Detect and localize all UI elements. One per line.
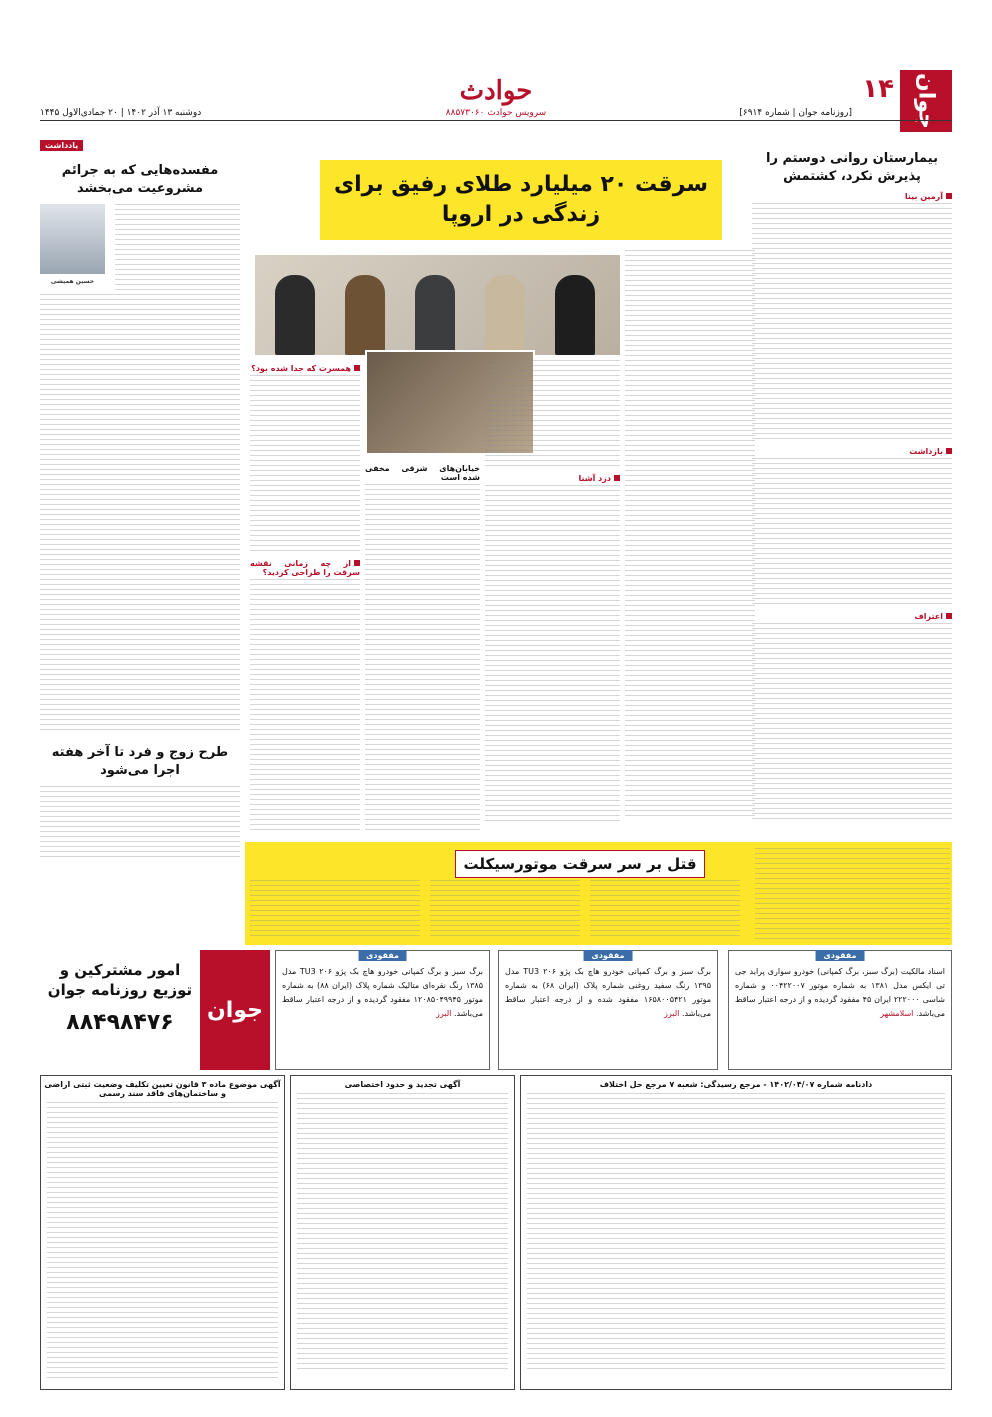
subscribe-logo: جوان (200, 950, 270, 1070)
photo-figure (415, 275, 455, 355)
main-col-1 (250, 360, 360, 830)
left-story (40, 140, 240, 860)
ad-city: البرز (664, 1009, 680, 1018)
legal-title: آگهی موضوع ماده ۳ قانون تعیین تکلیف وضعیت ثبتی اراضی و ساختمان‌های فاقد سند رسمی (44, 1080, 281, 1098)
band-col (430, 880, 580, 940)
band-col (250, 880, 420, 940)
legal-notice-3 (40, 1075, 285, 1390)
author-name: حسین همیشی (50, 278, 95, 285)
body-text (250, 375, 360, 555)
legal-title: دادنامه شماره ۱۴۰۲/۰۴/۰۷ - مرجع رسیدگی: شعبه ۷ مرجع حل اختلاف (599, 1080, 873, 1089)
ad-text: اسناد مالکیت (برگ سبز، برگ کمپانی) خودرو سواری پراید جی تی ایکس مدل ۱۳۸۱ به شماره موتور ۰۰۴۲۲۰۰۷ و شماره شاسی ۲۲۲۰۰۰ ایران ۴۵ مفقود گردیده و از درجه اعتبار ساقط می‌باشد. (735, 967, 946, 1018)
logo-text: جوان (900, 70, 952, 132)
left-second-title: طرح زوج و فرد تا آخر هفته اجرا می‌شود (51, 745, 229, 778)
band-story-title: قتل بر سر سرقت موتورسیکلت (455, 850, 705, 878)
date-line: دوشنبه ۱۳ آذر ۱۴۰۲ | ۲۰ جمادی‌الاول ۱۴۴۵ (40, 108, 202, 118)
body-text (40, 786, 240, 860)
note-tag: یادداشت (40, 140, 83, 151)
lost-ad-2 (498, 950, 718, 1070)
body-text (752, 203, 952, 443)
right-story (752, 140, 952, 840)
bullet-icon (354, 560, 360, 566)
body-text (40, 294, 240, 734)
body-text (47, 1102, 278, 1382)
right-subhead-1: بازداشت (909, 447, 943, 456)
service-line: سرویس حوادث ۸۸۵۷۳۰۶۰ (445, 108, 547, 118)
ad-text: برگ سبز و برگ کمپانی خودرو هاچ بک پژو ۲۰۶ TU3 مدل ۱۳۹۵ رنگ سفید روغنی شماره پلاک (ایران ۶۸) به شماره موتور ۱۶۵۸۰۰۵۴۲۱ مفقود شده و از درجه اعتبار ساقط می‌باشد. (505, 967, 712, 1018)
subscribe-title: امور مشترکین و توزیع روزنامه جوان (47, 961, 193, 999)
right-story-byline: آرمین بینا (904, 192, 943, 201)
lost-ad-3 (275, 950, 490, 1070)
body-text (755, 848, 950, 940)
bullet-icon (946, 448, 952, 454)
ad-city: البرز (436, 1009, 452, 1018)
body-text (485, 485, 620, 825)
body-text (250, 880, 420, 940)
masthead (40, 70, 952, 140)
main-subhead-3: از چه زمانی نقشه سرقت را طراحی کردید؟ (250, 559, 360, 577)
body-text (297, 1093, 508, 1373)
section-title: حوادث (459, 76, 533, 106)
page-number: ۱۴ (862, 74, 894, 104)
legal-title: آگهی تجدید و حدود اختصاصی (344, 1080, 461, 1089)
subscribe-box (40, 950, 270, 1070)
left-story-title: مفسده‌هایی که به جرائم مشروعیت می‌بخشد (61, 163, 219, 196)
divider (40, 120, 952, 121)
body-text (527, 1093, 945, 1373)
main-subhead-2: همسرت که جدا شده بود؟ (251, 364, 351, 373)
body-text (365, 484, 480, 830)
ad-tag: مفقودی (584, 950, 633, 961)
legal-notice-2 (290, 1075, 515, 1390)
main-headline-text: سرقت ۲۰ میلیارد طلای رفیق برای زندگی در اروپا (333, 172, 709, 227)
lost-ad-1 (728, 950, 952, 1070)
body-text (752, 458, 952, 608)
ad-city: اسلامشهر (880, 1009, 914, 1018)
band-col (590, 880, 740, 940)
bullet-icon (946, 613, 952, 619)
ad-tag: مفقودی (816, 950, 865, 961)
body-text (485, 360, 620, 470)
main-headline (320, 160, 722, 240)
ad-text: برگ سبز و برگ کمپانی خودرو هاچ بک پژو ۲۰۶ TU3 مدل ۱۳۸۵ رنگ نقره‌ای متالیک شماره پلاک (ایران ۸۸) به شماره موتور ۱۲۰۸۵۰۴۹۹۴۵ مفقود گردیده و از درجه اعتبار ساقط می‌باشد. (282, 967, 484, 1018)
photo-figure (345, 275, 385, 355)
body-text (625, 250, 755, 820)
photo-figure (275, 275, 315, 355)
bullet-icon (946, 193, 952, 199)
newspaper-logo (862, 70, 952, 132)
band-col (755, 848, 950, 940)
photo-caption: خیابان‌های شرقی مخفی شده است (365, 464, 480, 482)
body-text (250, 579, 360, 830)
author-photo (40, 204, 105, 274)
main-col-2 (365, 460, 480, 830)
ad-tag: مفقودی (358, 950, 407, 961)
body-text (115, 204, 240, 292)
bullet-icon (354, 365, 360, 371)
body-text (590, 880, 740, 940)
right-subhead-2: اعتراف (914, 612, 943, 621)
right-story-title: بیمارستان روانی دوستم را پذیرش نکرد، کشتمش (766, 151, 938, 184)
bullet-icon (614, 475, 620, 481)
issue-line: [روزنامه جوان | شماره ۶۹۱۴] (739, 108, 852, 118)
body-text (752, 623, 952, 823)
body-text (430, 880, 580, 940)
main-col-3 (485, 250, 620, 830)
main-subhead-1: دزد آشنا (578, 474, 611, 483)
subscribe-phone: ۸۸۴۹۸۴۷۶ (66, 1010, 174, 1035)
legal-notice-1 (520, 1075, 952, 1390)
main-col-4 (625, 250, 755, 830)
